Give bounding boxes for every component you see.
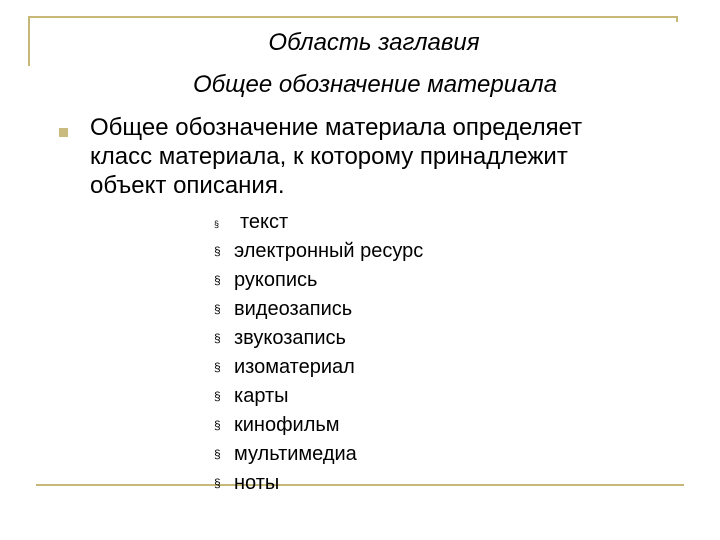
right-rule-tick	[676, 16, 678, 22]
section-sign-bullet-icon: §	[214, 331, 221, 345]
list-item-label: мультимедиа	[234, 443, 357, 465]
list-item-label: карты	[234, 385, 289, 407]
list-item-label: рукопись	[234, 269, 318, 291]
list-item-label: электронный ресурс	[234, 240, 424, 262]
section-sign-bullet-icon: §	[214, 244, 221, 258]
slide-subtitle: Общее обозначение материала	[192, 71, 558, 98]
list-item-label: изоматериал	[234, 356, 355, 378]
list-item	[214, 266, 423, 295]
section-sign-bullet-icon: §	[214, 418, 221, 432]
list-item	[214, 237, 423, 266]
list-item	[214, 469, 423, 498]
list-item-label: текст	[240, 211, 289, 233]
list-item-label: кинофильм	[234, 414, 340, 436]
material-type-list	[214, 208, 423, 498]
list-item	[214, 353, 423, 382]
section-sign-bullet-icon: §	[214, 447, 221, 461]
top-rule	[28, 16, 678, 18]
section-sign-bullet-icon: §	[214, 360, 221, 374]
section-sign-bullet-icon: §	[214, 389, 221, 403]
section-sign-bullet-icon: §	[214, 219, 220, 229]
list-item	[214, 324, 423, 353]
main-point: Общее обозначение материала определяет класс материала, к которому принадлежит объект описания.	[90, 114, 583, 199]
list-item	[214, 295, 423, 324]
list-item	[214, 411, 423, 440]
list-item-label: ноты	[234, 472, 280, 494]
list-item	[214, 208, 423, 237]
list-item-label: звукозапись	[234, 327, 346, 349]
list-item	[214, 440, 423, 469]
section-sign-bullet-icon: §	[214, 476, 221, 490]
section-sign-bullet-icon: §	[214, 273, 221, 287]
list-item	[214, 382, 423, 411]
list-item-label: видеозапись	[234, 298, 353, 320]
slide-title: Область заглавия	[268, 29, 480, 56]
square-bullet-icon	[59, 128, 68, 137]
section-sign-bullet-icon: §	[214, 302, 221, 316]
